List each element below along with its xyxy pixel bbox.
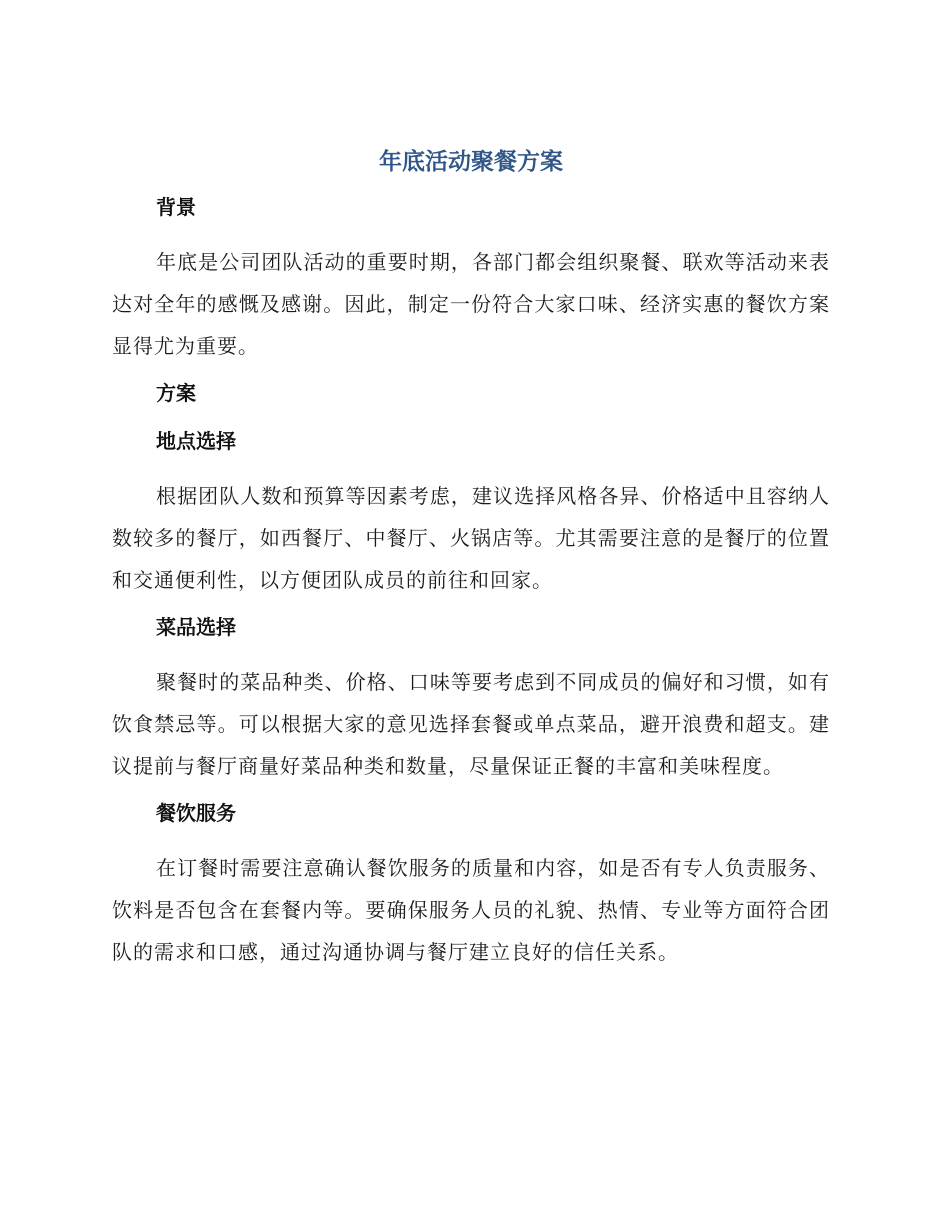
section-paragraph: 年底是公司团队活动的重要时期，各部门都会组织聚餐、联欢等活动来表达对全年的感慨及感谢。因此，制定一份符合大家口味、经济实惠的餐饮方案显得尤为重要。: [112, 250, 830, 358]
section-heading: 背景: [156, 195, 196, 219]
section-paragraph: 根据团队人数和预算等因素考虑，建议选择风格各异、价格适中且容纳人数较多的餐厅，如西餐厅、中餐厅、火锅店等。尤其需要注意的是餐厅的位置和交通便利性，以方便团队成员的前往和回家。: [112, 484, 830, 592]
section-heading: 菜品选择: [156, 615, 236, 639]
section-paragraph: 在订餐时需要注意确认餐饮服务的质量和内容，如是否有专人负责服务、饮料是否包含在套餐内等。要确保服务人员的礼貌、热情、专业等方面符合团队的需求和口感，通过沟通协调与餐厅建立良好的信任关系。: [112, 856, 830, 964]
section-heading: 方案: [156, 381, 196, 405]
section-location: [112, 427, 830, 601]
section-paragraph: 聚餐时的菜品种类、价格、口味等要考虑到不同成员的偏好和习惯，如有饮食禁忌等。可以根据大家的意见选择套餐或单点菜品，避开浪费和超支。建议提前与餐厅商量好菜品种类和数量，尽量保证正餐的丰富和美味程度。: [112, 670, 830, 778]
section-service: [112, 799, 830, 973]
section-background: [112, 193, 830, 367]
section-heading: 地点选择: [156, 429, 236, 453]
section-dishes: [112, 613, 830, 787]
document-title: 年底活动聚餐方案: [379, 149, 563, 175]
section-plan: [112, 379, 830, 407]
section-heading: 餐饮服务: [156, 801, 236, 825]
